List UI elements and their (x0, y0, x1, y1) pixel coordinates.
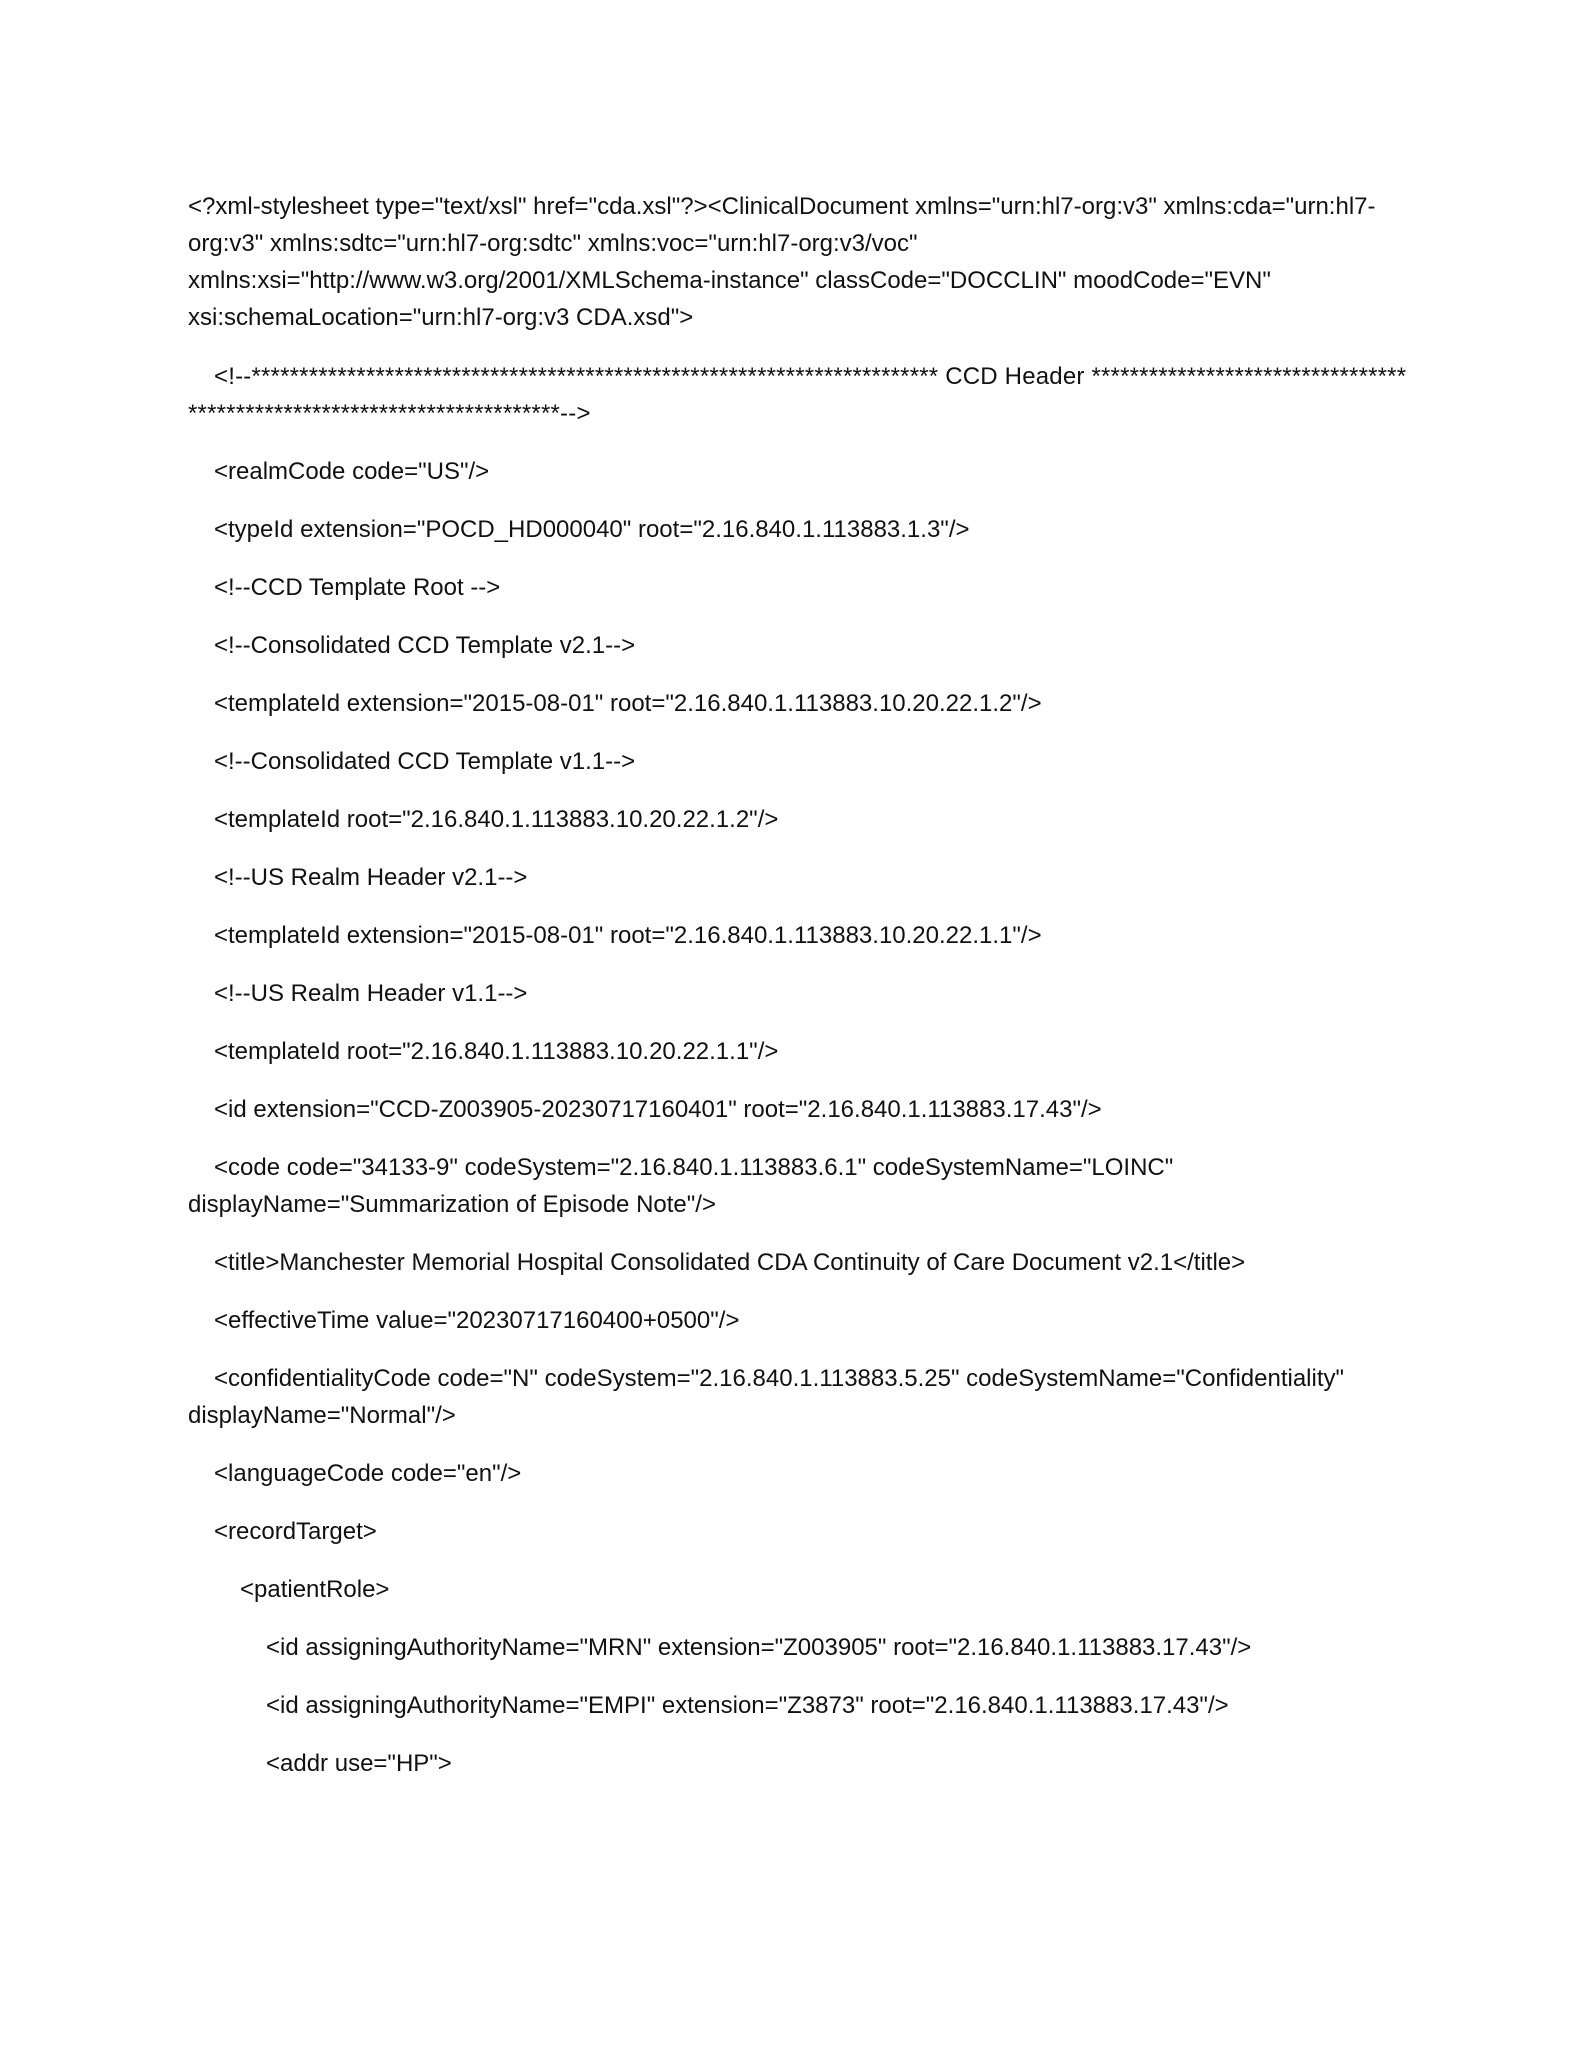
patient-role-line: <patientRole> (240, 1576, 390, 1603)
ccd-header-comment-line: <!--************************************************************************ CCD Header ************************************************************************--> (188, 363, 1407, 427)
xml-listing (188, 188, 1408, 1803)
comment-line: <!--CCD Template Root --> (214, 574, 501, 601)
title-line: <title>Manchester Memorial Hospital Consolidated CDA Continuity of Care Document v2.1</title> (214, 1249, 1246, 1276)
patient-id-mrn-line: <id assigningAuthorityName="MRN" extension="Z003905" root="2.16.840.1.113883.17.43"/> (266, 1634, 1252, 1661)
patient-id-empi-line: <id assigningAuthorityName="EMPI" extension="Z3873" root="2.16.840.1.113883.17.43"/> (266, 1692, 1229, 1719)
comment-line: <!--Consolidated CCD Template v2.1--> (214, 632, 636, 659)
document-id-line: <id extension="CCD-Z003905-20230717160401" root="2.16.840.1.113883.17.43"/> (214, 1096, 1102, 1123)
effective-time-line: <effectiveTime value="20230717160400+0500"/> (214, 1307, 740, 1334)
realm-code-line: <realmCode code="US"/> (214, 458, 490, 485)
template-id-line: <templateId extension="2015-08-01" root="2.16.840.1.113883.10.20.22.1.2"/> (214, 690, 1042, 717)
template-id-line: <templateId root="2.16.840.1.113883.10.20.22.1.1"/> (214, 1038, 779, 1065)
comment-line: <!--US Realm Header v2.1--> (214, 864, 528, 891)
template-id-line: <templateId root="2.16.840.1.113883.10.20.22.1.2"/> (214, 806, 779, 833)
template-id-line: <templateId extension="2015-08-01" root="2.16.840.1.113883.10.20.22.1.1"/> (214, 922, 1042, 949)
xml-declaration-line: <?xml-stylesheet type="text/xsl" href="cda.xsl"?><ClinicalDocument xmlns="urn:hl7-org:v3" xmlns:cda="urn:hl7-org:v3" xmlns:sdtc="urn:hl7-org:sdtc" xmlns:voc="urn:hl7-org:v3/voc" xmlns:xsi="http://www.w3.org/2001/XMLSchema-instance" classCode="DOCCLIN" moodCode="EVN" xsi:schemaLocation="urn:hl7-org:v3 CDA.xsd"> (188, 193, 1376, 331)
language-code-line: <languageCode code="en"/> (214, 1460, 522, 1487)
comment-line: <!--Consolidated CCD Template v1.1--> (214, 748, 636, 775)
address-line: <addr use="HP"> (266, 1750, 452, 1777)
record-target-line: <recordTarget> (214, 1518, 377, 1545)
confidentiality-code-line: <confidentialityCode code="N" codeSystem="2.16.840.1.113883.5.25" codeSystemName="Confidentiality" displayName="Normal"/> (188, 1365, 1345, 1429)
type-id-line: <typeId extension="POCD_HD000040" root="2.16.840.1.113883.1.3"/> (214, 516, 970, 543)
document-code-line: <code code="34133-9" codeSystem="2.16.840.1.113883.6.1" codeSystemName="LOINC" displayName="Summarization of Episode Note"/> (188, 1154, 1174, 1218)
comment-line: <!--US Realm Header v1.1--> (214, 980, 528, 1007)
